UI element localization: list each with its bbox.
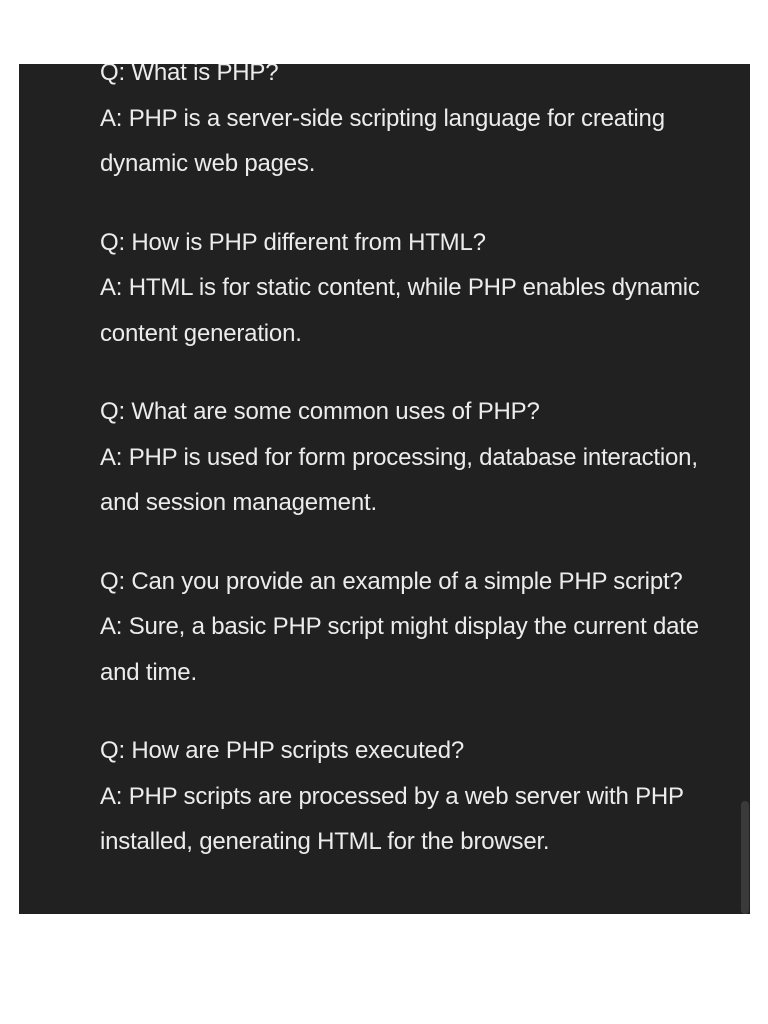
scrollbar-thumb[interactable] bbox=[741, 801, 749, 914]
qa-item bbox=[100, 64, 720, 187]
answer-text: A: HTML is for static content, while PHP enables dynamic content generation. bbox=[100, 274, 700, 347]
qa-item bbox=[100, 220, 720, 357]
answer-text: A: Sure, a basic PHP script might display the current date and time. bbox=[100, 613, 699, 686]
qa-item bbox=[100, 559, 720, 696]
qa-item bbox=[100, 728, 720, 865]
answer-text: A: PHP is a server-side scripting language for creating dynamic web pages. bbox=[100, 104, 665, 177]
question-text: Q: What is PHP? bbox=[100, 64, 279, 86]
question-text: Q: How are PHP scripts executed? bbox=[100, 737, 464, 764]
question-text: Q: Can you provide an example of a simple PHP script? bbox=[100, 567, 683, 595]
chat-message-panel bbox=[19, 64, 750, 914]
answer-text: A: PHP scripts are processed by a web server with PHP installed, generating HTML for the browser. bbox=[100, 782, 684, 855]
qa-item bbox=[100, 389, 720, 526]
vertical-scrollbar[interactable] bbox=[740, 64, 750, 914]
question-text: Q: What are some common uses of PHP? bbox=[100, 398, 540, 425]
question-text: Q: How is PHP different from HTML? bbox=[100, 228, 486, 256]
answer-text: A: PHP is used for form processing, database interaction, and session management. bbox=[100, 443, 698, 516]
qa-list bbox=[100, 64, 720, 898]
